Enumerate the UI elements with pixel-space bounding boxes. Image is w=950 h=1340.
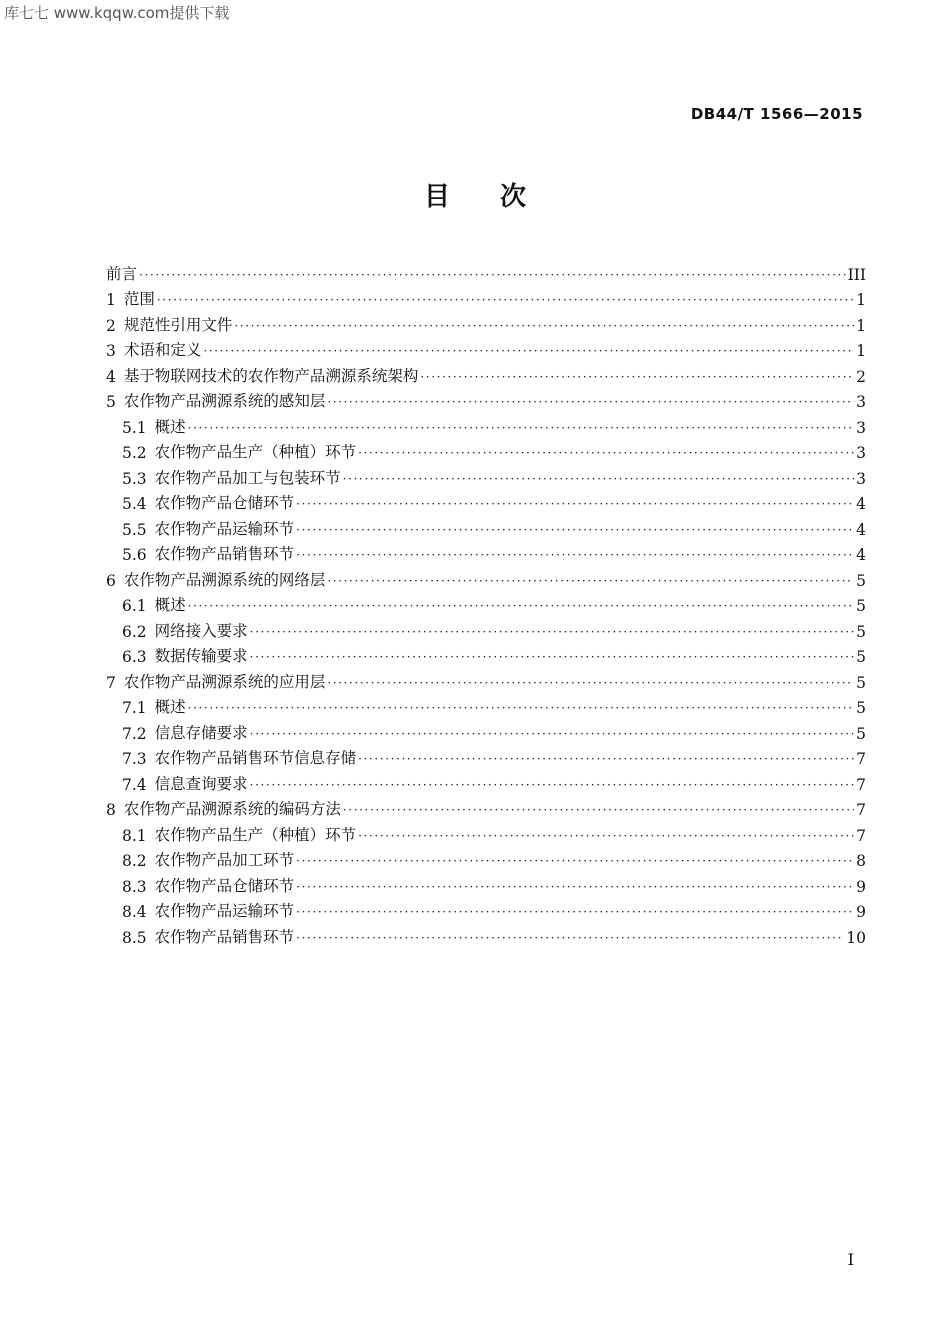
toc-entry-page: 3 (856, 393, 866, 411)
toc-entry[interactable] (106, 488, 866, 514)
toc-entry-label: 基于物联网技术的农作物产品溯源系统架构 (123, 366, 419, 385)
toc-entry-label: 概述 (154, 596, 186, 614)
toc-entry-label: 农作物产品运输环节 (154, 902, 295, 920)
toc-leader-dots (296, 906, 854, 921)
toc-entry-label: 规范性引用文件 (123, 315, 233, 334)
toc-entry-number: 7.2 (122, 724, 147, 743)
watermark-text: 库七七 www.kqqw.com提供下载 (4, 4, 230, 22)
toc-entry-page: 7 (856, 775, 866, 794)
toc-entry-label: 范围 (123, 290, 155, 308)
toc-entry-page: 5 (856, 699, 866, 717)
toc-entry-page: 5 (856, 597, 866, 615)
toc-leader-dots (358, 830, 854, 845)
toc-entry[interactable] (106, 284, 866, 310)
toc-entry-number: 3 (106, 342, 116, 360)
toc-entry[interactable] (106, 641, 866, 667)
toc-entry[interactable] (106, 794, 866, 820)
toc-entry-label: 网络接入要求 (154, 621, 248, 640)
toc-leader-dots (343, 804, 854, 819)
toc-entry-label: 概述 (154, 417, 186, 436)
toc-entry-page: 9 (856, 877, 866, 896)
toc-entry-page: 3 (856, 418, 866, 437)
toc-entry[interactable] (106, 258, 866, 284)
toc-entry[interactable] (106, 921, 866, 947)
toc-leader-dots (327, 677, 854, 692)
standard-code: DB44/T 1566—2015 (690, 105, 863, 123)
toc-entry-label: 术语和定义 (123, 341, 202, 359)
toc-entry-label: 农作物产品加工与包装环节 (154, 468, 341, 487)
toc-entry-number: 8.4 (122, 903, 147, 921)
toc-entry-label: 概述 (154, 698, 186, 716)
toc-entry-number: 7.1 (122, 699, 147, 717)
toc-entry-label: 农作物产品溯源系统的编码方法 (123, 800, 341, 818)
toc-entry-page: 4 (856, 546, 866, 564)
toc-entry-page: 5 (856, 724, 866, 743)
toc-leader-dots (188, 702, 854, 717)
toc-leader-dots (358, 753, 854, 768)
toc-entry[interactable] (106, 437, 866, 463)
toc-entry-number: 4 (106, 367, 116, 386)
toc-entry-label: 农作物产品销售环节 (154, 927, 295, 946)
toc-entry[interactable] (106, 615, 866, 641)
toc-entry-label: 农作物产品溯源系统的应用层 (123, 672, 326, 691)
toc-leader-dots (157, 294, 854, 309)
toc-entry-label: 农作物产品仓储环节 (154, 876, 295, 895)
toc-entry-label: 信息存储要求 (154, 723, 248, 742)
toc-entry-label: 农作物产品销售环节 (154, 545, 295, 563)
table-of-contents (106, 258, 866, 947)
toc-leader-dots (327, 575, 854, 590)
toc-entry[interactable] (106, 819, 866, 845)
toc-leader-dots (296, 932, 844, 947)
toc-entry-number: 5.1 (122, 418, 147, 437)
toc-entry[interactable] (106, 513, 866, 539)
toc-entry-number: 6.1 (122, 597, 147, 615)
toc-entry-number: 5 (106, 393, 116, 411)
toc-entry[interactable] (106, 666, 866, 692)
toc-entry-label: 数据传输要求 (154, 647, 248, 665)
toc-entry-number: 7.3 (122, 750, 147, 768)
toc-leader-dots (250, 651, 854, 666)
toc-entry-label: 农作物产品溯源系统的感知层 (123, 392, 326, 410)
toc-entry-page: 1 (856, 342, 866, 360)
toc-entry[interactable] (106, 539, 866, 565)
toc-entry-page: 2 (856, 367, 866, 386)
toc-entry[interactable] (106, 743, 866, 769)
toc-entry-page: 3 (856, 469, 866, 488)
toc-entry-page: 7 (856, 750, 866, 768)
toc-entry-number: 5.4 (122, 495, 147, 513)
toc-entry[interactable] (106, 845, 866, 871)
toc-entry-label: 农作物产品加工环节 (154, 851, 295, 869)
toc-leader-dots (327, 396, 854, 411)
toc-leader-dots (250, 728, 854, 743)
toc-entry-number: 5.3 (122, 469, 147, 488)
toc-entry-page: III (847, 265, 866, 284)
toc-entry[interactable] (106, 590, 866, 616)
toc-entry-page: 10 (846, 928, 866, 947)
toc-leader-dots (358, 447, 854, 462)
toc-entry-number: 7 (106, 673, 116, 692)
toc-entry-page: 4 (856, 520, 866, 539)
toc-entry-page: 4 (856, 495, 866, 513)
toc-entry[interactable] (106, 870, 866, 896)
toc-entry[interactable] (106, 768, 866, 794)
toc-entry-page: 9 (856, 903, 866, 921)
toc-leader-dots (188, 600, 854, 615)
page-number: I (847, 1250, 854, 1269)
toc-leader-dots (234, 320, 854, 335)
toc-entry-label: 农作物产品生产（种植）环节 (154, 443, 357, 461)
toc-entry-page: 5 (856, 622, 866, 641)
toc-entry-page: 7 (856, 826, 866, 845)
toc-leader-dots (296, 855, 854, 870)
toc-entry[interactable] (106, 462, 866, 488)
toc-leader-dots (296, 498, 854, 513)
toc-entry-number: 5.6 (122, 546, 147, 564)
toc-leader-dots (203, 345, 854, 360)
toc-entry-number: 7.4 (122, 775, 147, 794)
toc-entry-label: 农作物产品溯源系统的网络层 (123, 570, 326, 589)
toc-entry[interactable] (106, 411, 866, 437)
toc-leader-dots (139, 269, 846, 284)
toc-entry-number: 8.3 (122, 877, 147, 896)
toc-entry[interactable] (106, 360, 866, 386)
toc-entry-number: 8.5 (122, 928, 147, 947)
toc-leader-dots (296, 881, 854, 896)
toc-leader-dots (250, 779, 854, 794)
page-title: 目次 (423, 182, 576, 212)
toc-entry-label: 农作物产品运输环节 (154, 519, 295, 538)
toc-entry-page: 8 (856, 852, 866, 870)
toc-entry-label: 前言 (106, 264, 138, 283)
toc-entry-page: 3 (856, 444, 866, 462)
toc-entry-number: 8 (106, 801, 116, 819)
toc-entry-page: 1 (856, 316, 866, 335)
toc-leader-dots (250, 626, 854, 641)
toc-entry[interactable] (106, 717, 866, 743)
toc-entry-number: 1 (106, 291, 116, 309)
toc-entry-number: 6 (106, 571, 116, 590)
toc-entry-number: 8.1 (122, 826, 147, 845)
toc-entry-label: 农作物产品生产（种植）环节 (154, 825, 357, 844)
toc-leader-dots (188, 422, 854, 437)
toc-entry[interactable] (106, 896, 866, 922)
toc-entry-page: 1 (856, 291, 866, 309)
toc-entry-page: 5 (856, 673, 866, 692)
toc-entry-number: 6.2 (122, 622, 147, 641)
toc-entry-number: 6.3 (122, 648, 147, 666)
toc-entry[interactable] (106, 692, 866, 718)
toc-entry-number: 2 (106, 316, 116, 335)
toc-entry[interactable] (106, 564, 866, 590)
toc-entry[interactable] (106, 335, 866, 361)
toc-leader-dots (343, 473, 854, 488)
toc-entry-number: 5.2 (122, 444, 147, 462)
toc-entry-page: 7 (856, 801, 866, 819)
toc-entry[interactable] (106, 309, 866, 335)
toc-entry[interactable] (106, 386, 866, 412)
toc-leader-dots (296, 524, 854, 539)
toc-entry-number: 8.2 (122, 852, 147, 870)
toc-entry-label: 农作物产品仓储环节 (154, 494, 295, 512)
toc-entry-label: 信息查询要求 (154, 774, 248, 793)
toc-entry-label: 农作物产品销售环节信息存储 (154, 749, 357, 767)
toc-leader-dots (296, 549, 854, 564)
toc-entry-number: 5.5 (122, 520, 147, 539)
toc-entry-page: 5 (856, 571, 866, 590)
toc-leader-dots (420, 371, 854, 386)
toc-entry-page: 5 (856, 648, 866, 666)
